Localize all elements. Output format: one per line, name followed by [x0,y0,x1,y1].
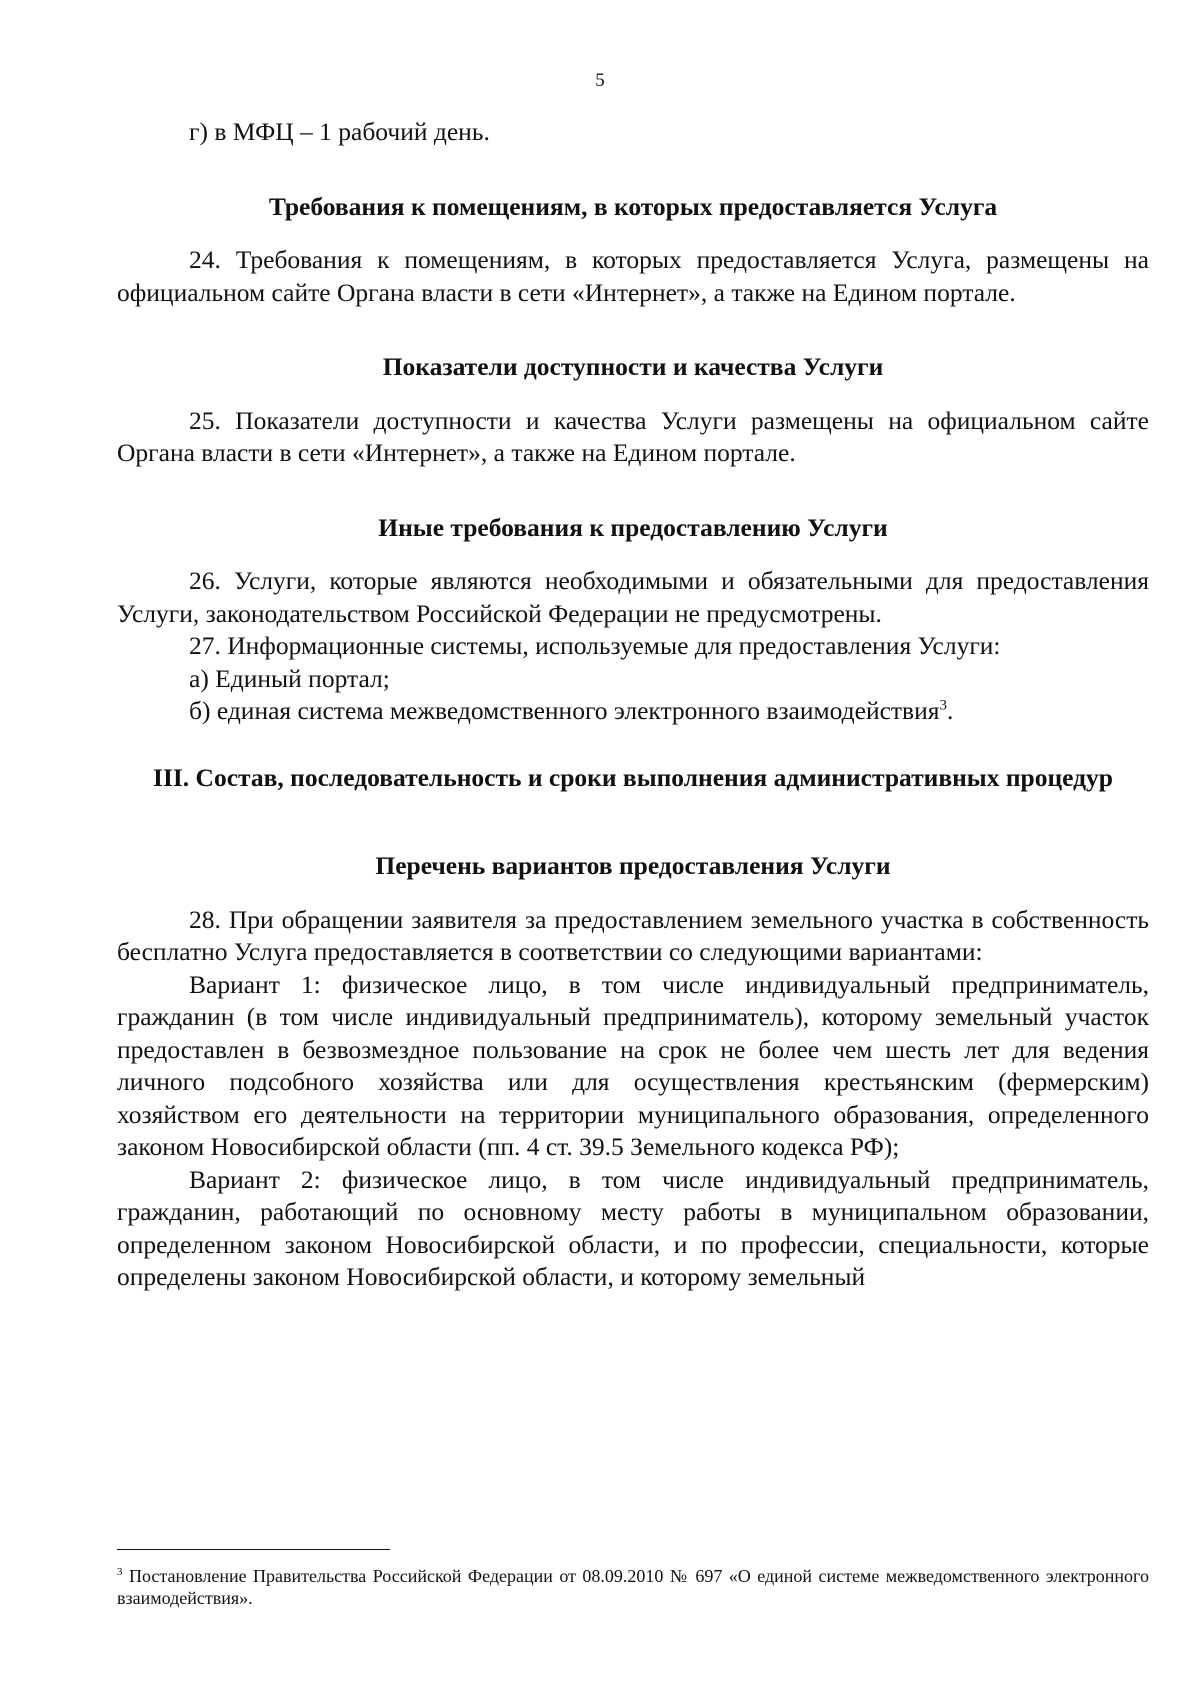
heading-variants: Перечень вариантов предоставления Услуги [375,851,891,880]
page-number: 5 [595,70,605,91]
footnote [117,1565,1149,1609]
heading-indicators: Показатели доступности и качества Услуги [382,352,884,381]
heading-premises: Требования к помещениям, в которых предоставляется Услуга [268,191,998,221]
footnote-separator [117,1549,390,1550]
heading-section-3: III. Состав, последовательность и сроки выполнения административных процедур [153,762,1113,792]
list-item-b-text: б) единая система межведомственного электронного взаимодействия [189,696,940,725]
paragraph-25: 25. Показатели доступности и качества Услуги размещены на официальном сайте Органа власти в сети «Интернет», а также на Едином портале. [117,405,1149,467]
list-item-b [117,695,1149,728]
paragraph-24: 24. Требования к помещениям, в которых предоставляется Услуга, размещены на официальном сайте Органа власти в сети «Интернет», а также на Едином портале. [117,245,1149,307]
paragraph-26: 26. Услуги, которые являются необходимыми и обязательными для предоставления Услуги, законодательством Российской Федерации не предусмотрены. [117,566,1149,628]
list-item-a: а) Единый портал; [189,663,390,693]
paragraph-28: 28. При обращении заявителя за предоставлением земельного участка в собственность бесплатно Услуга предоставляется в соответствии со следующими вариантами: [117,904,1149,966]
variant-2: Вариант 2: физическое лицо, в том числе индивидуальный предприниматель, гражданин, работающий по основному месту работы в муниципальном образовании, определенном законом Новосибирской области, и по профессии, специальности, которые определены законом Новосибирской области, и которому земельный [117,1164,1149,1291]
paragraph-27: 27. Информационные системы, используемые для предоставления Услуги: [189,631,1001,660]
list-item-b-end: . [946,696,954,725]
document-body [117,116,1149,1294]
footnote-mark: 3 [117,1566,123,1578]
list-item-g: г) в МФЦ – 1 рабочий день. [189,117,490,146]
footnote-reference: 3 [939,697,947,714]
footnote-text: Постановление Правительства Российской Федерации от 08.09.2010 № 697 «О единой системе межведомственного электронного взаимодействия». [117,1566,1149,1608]
heading-other-requirements: Иные требования к предоставлению Услуги [378,512,888,542]
variant-1: Вариант 1: физическое лицо, в том числе индивидуальный предприниматель, гражданин (в том числе индивидуальный предприниматель), которому земельный участок предоставлен в безвозмездное пользование на срок не более чем шесть лет для ведения личного подсобного хозяйства или для осуществления крестьянским (фермерским) хозяйством его деятельности на территории муниципального образования, определенного законом Новосибирской области (пп. 4 ст. 39.5 Земельного кодекса РФ); [117,969,1149,1161]
